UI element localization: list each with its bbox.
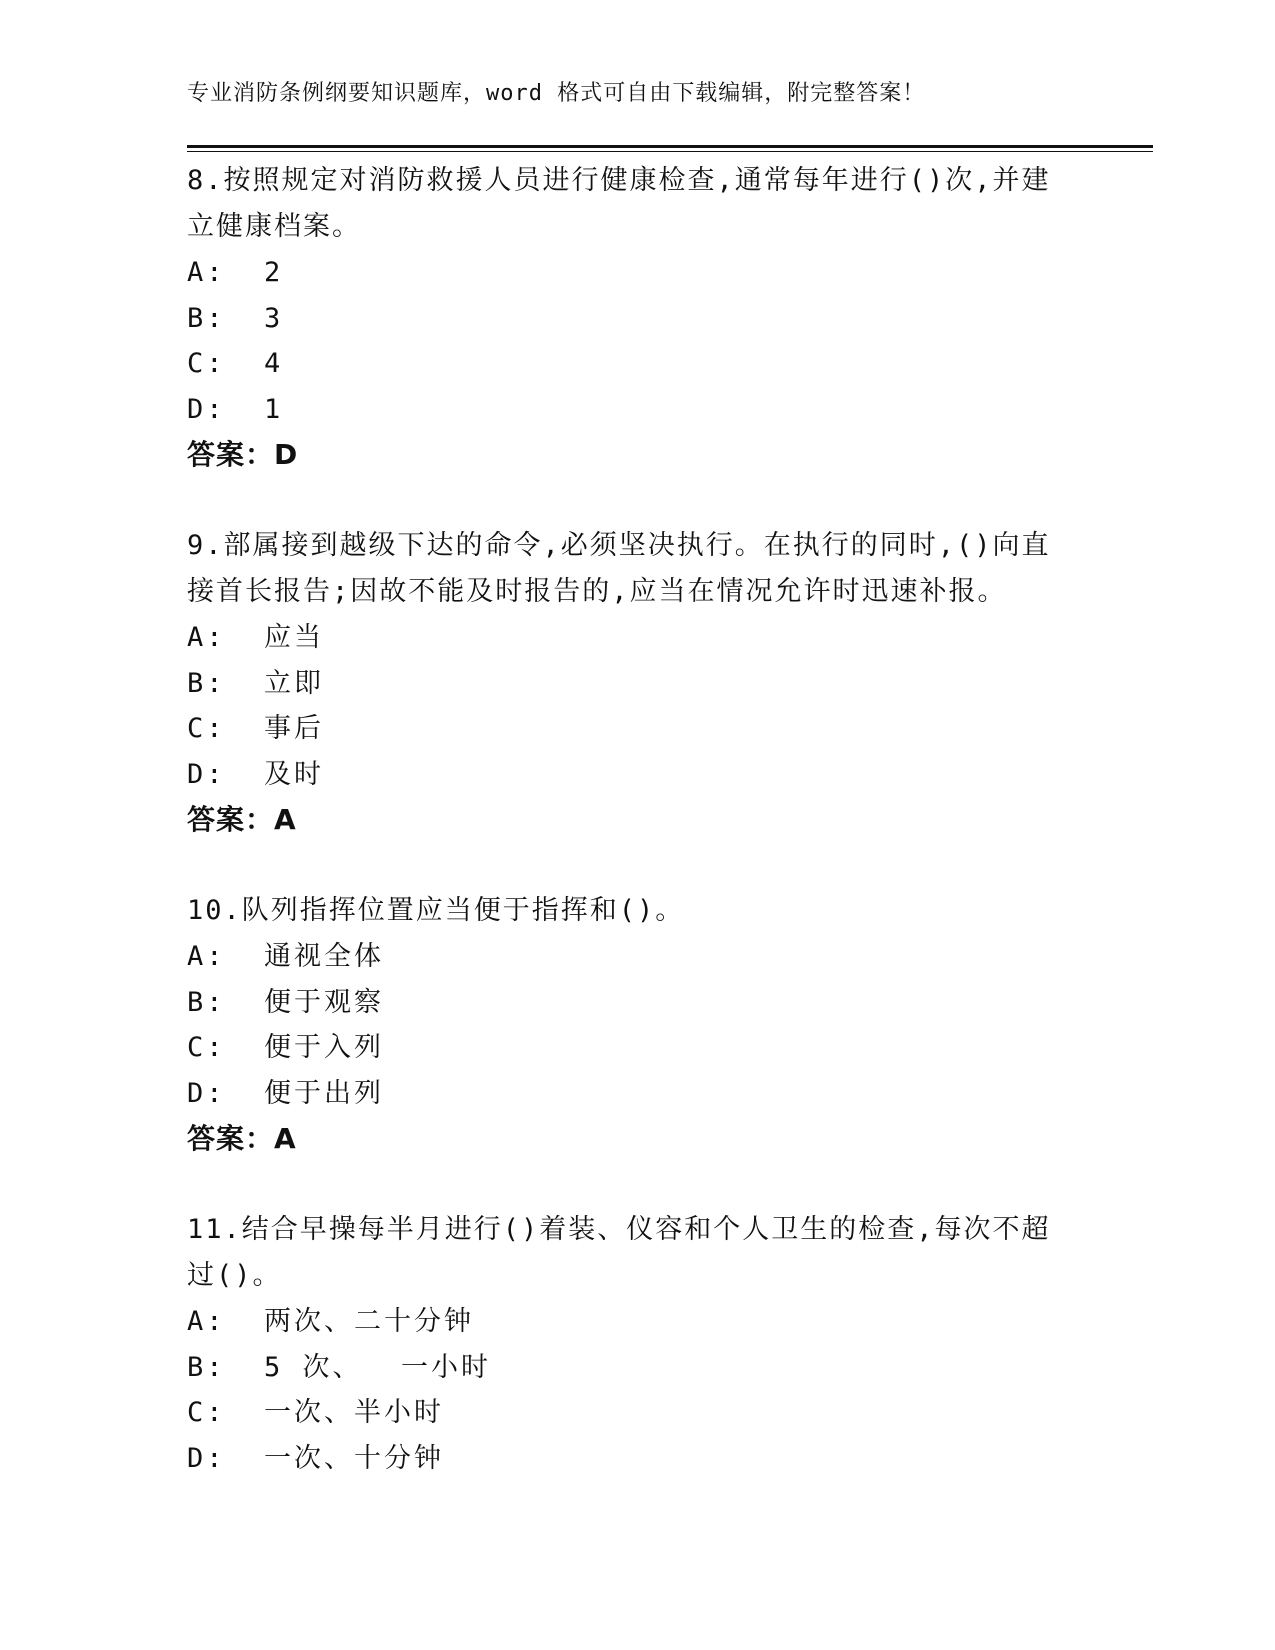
answer: 答案：A [187,803,297,836]
option-a: A: 通视全体 [187,941,385,972]
option-d: D: 一次、十分钟 [187,1442,445,1474]
option-c: C: 4 [187,348,284,379]
question-text: 9.部属接到越级下达的命令,必须坚决执行。在执行的同时,()向直接首长报告;因故不能及时报告的,应当在情况允许时迅速补报。 [187,530,1051,607]
option-a: A: 应当 [187,622,325,653]
option-c: C: 一次、半小时 [187,1397,445,1428]
answer: 答案：D [187,438,299,471]
option-c: C: 便于入列 [187,1032,385,1063]
spacer [187,478,1067,523]
header-note: 专业消防条例纲要知识题库，word 格式可自由下载编辑，附完整答案！ [187,81,926,106]
question-11 [187,1207,1067,1481]
question-text: 10.队列指挥位置应当便于指挥和()。 [187,895,685,926]
option-b: B: 立即 [187,667,325,699]
question-9 [187,523,1067,843]
question-text: 11.结合早操每半月进行()着装、仪容和个人卫生的检查,每次不超过()。 [187,1214,1051,1291]
option-b: B: 便于观察 [187,986,385,1018]
answer: 答案：A [187,1122,297,1155]
option-c: C: 事后 [187,713,325,744]
question-text: 8.按照规定对消防救援人员进行健康检查,通常每年进行()次,并建立健康档案。 [187,165,1051,242]
option-d: D: 1 [187,393,284,425]
option-b: B: 5 次、 一小时 [187,1351,492,1383]
option-b: B: 3 [187,302,284,334]
header-rule [187,145,1153,148]
question-10 [187,888,1067,1162]
header-rule-thin [187,151,1153,152]
spacer [187,1162,1067,1207]
option-d: D: 便于出列 [187,1077,385,1109]
option-a: A: 2 [187,257,284,288]
question-8 [187,158,1067,478]
option-d: D: 及时 [187,758,325,790]
spacer [187,843,1067,888]
option-a: A: 两次、二十分钟 [187,1306,475,1337]
question-list [187,158,1067,1481]
